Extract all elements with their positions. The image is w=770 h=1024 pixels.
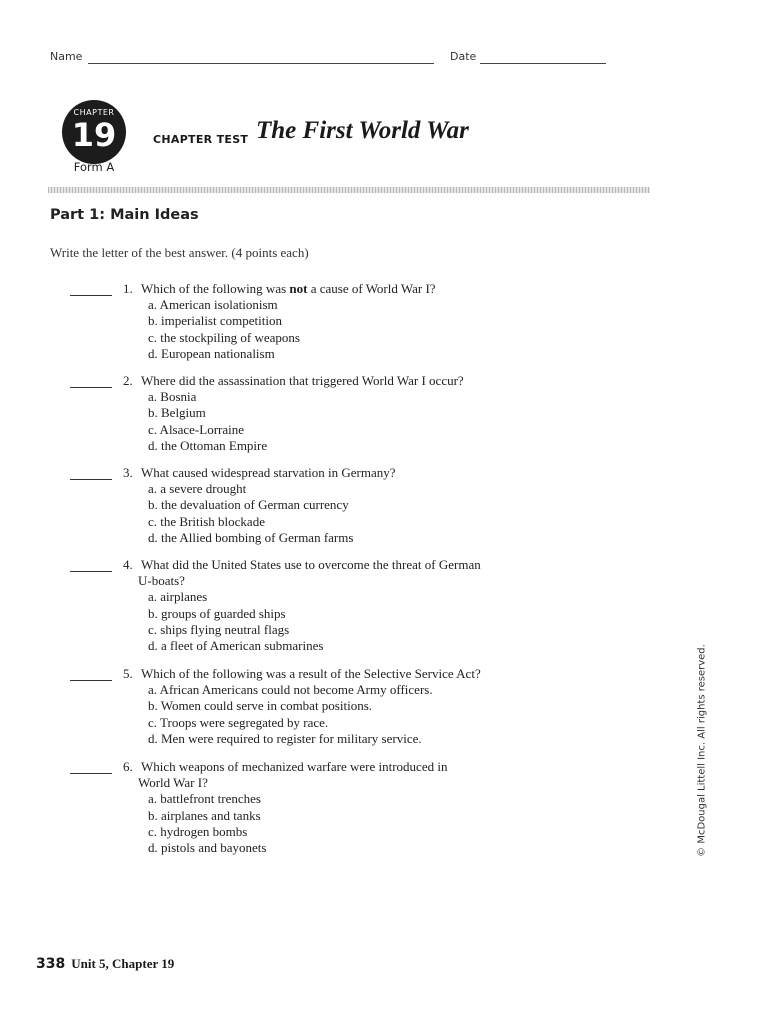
choice-b: b. the devaluation of German currency xyxy=(148,497,349,513)
question-number: 3. xyxy=(123,465,133,480)
question-number: 2. xyxy=(123,373,133,388)
question-text: Which of the following was a result of the Selective Service Act? xyxy=(141,666,481,681)
choice-d: d. Men were required to register for military service. xyxy=(148,730,422,746)
question-text: Where did the assassination that triggered World War I occur? xyxy=(141,373,464,388)
choice-d: d. pistols and bayonets xyxy=(148,840,267,856)
choice-b: b. Women could serve in combat positions. xyxy=(148,698,373,714)
name-line xyxy=(88,63,434,64)
choice-d: d. the Allied bombing of German farms xyxy=(148,529,354,545)
question-number: 6. xyxy=(123,759,133,774)
choice-d: d. the Ottoman Empire xyxy=(148,437,268,453)
question-number: 1. xyxy=(123,281,133,296)
form-label: Form A xyxy=(73,160,115,174)
chapter-number: 19 xyxy=(71,116,117,154)
question-number: 4. xyxy=(123,557,133,572)
question-text: Which of the following was xyxy=(141,281,290,296)
choice-b: b. groups of guarded ships xyxy=(148,605,286,621)
choice-a: a. a severe drought xyxy=(148,481,247,497)
question-text: Which weapons of mechanized warfare were introduced in xyxy=(141,759,448,774)
answer-blank-4[interactable] xyxy=(70,571,112,572)
chapter-test-label: CHAPTER TEST xyxy=(153,133,249,146)
question-number: 5. xyxy=(123,666,133,681)
choice-b: b. imperialist competition xyxy=(148,313,282,329)
date-line xyxy=(480,63,606,64)
question-emphasis: not xyxy=(289,281,308,296)
date-label: Date xyxy=(450,50,477,63)
choice-c: c. ships flying neutral flags xyxy=(148,621,290,637)
copyright-notice: © McDougal Littell Inc. All rights reserved. xyxy=(696,644,708,857)
choice-c: c. Troops were segregated by race. xyxy=(148,714,329,730)
choice-a: a. battlefront trenches xyxy=(148,791,261,807)
question-text: What caused widespread starvation in Germany? xyxy=(141,465,396,480)
answer-blank-6[interactable] xyxy=(70,773,112,774)
choice-a: a. Bosnia xyxy=(148,389,197,405)
choice-b: b. Belgium xyxy=(148,405,206,421)
chapter-badge-label: CHAPTER xyxy=(73,108,115,117)
question-text-end: a cause of World War I? xyxy=(307,281,436,296)
answer-blank-3[interactable] xyxy=(70,479,112,480)
name-label: Name xyxy=(50,50,83,63)
answer-blank-5[interactable] xyxy=(70,680,112,681)
choice-a: a. airplanes xyxy=(148,589,208,605)
page-title: The First World War xyxy=(256,117,469,144)
choice-b: b. airplanes and tanks xyxy=(148,807,261,823)
instructions: Write the letter of the best answer. (4 points each) xyxy=(50,245,309,260)
page-number: 338 xyxy=(36,956,66,972)
divider-rule xyxy=(48,187,650,193)
answer-blank-1[interactable] xyxy=(70,295,112,296)
choice-d: d. European nationalism xyxy=(148,345,275,361)
choice-c: c. hydrogen bombs xyxy=(148,823,248,839)
choice-d: d. a fleet of American submarines xyxy=(148,638,324,654)
choice-a: a. American isolationism xyxy=(148,297,278,313)
part-heading: Part 1: Main Ideas xyxy=(50,207,199,223)
unit-chapter: Unit 5, Chapter 19 xyxy=(71,956,175,971)
chapter-badge xyxy=(62,100,126,164)
choice-c: c. the stockpiling of weapons xyxy=(148,329,300,345)
choice-c: c. the British blockade xyxy=(148,513,265,529)
question-text-continued: U-boats? xyxy=(138,573,185,589)
question-text-continued: World War I? xyxy=(138,775,208,791)
answer-blank-2[interactable] xyxy=(70,387,112,388)
page-footer xyxy=(36,956,174,972)
question-text: What did the United States use to overcome the threat of German xyxy=(141,557,481,572)
choice-a: a. African Americans could not become Army officers. xyxy=(148,682,433,698)
choice-c: c. Alsace-Lorraine xyxy=(148,421,245,437)
